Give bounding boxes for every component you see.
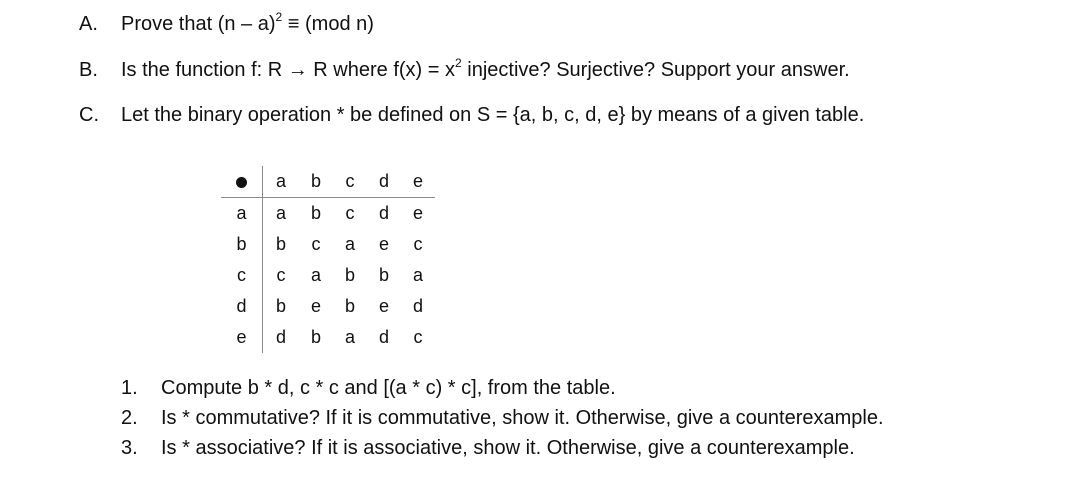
question-label: B.: [79, 59, 98, 81]
column-header: b: [299, 166, 333, 198]
column-header: a: [263, 166, 300, 198]
question-text: Is the function f: R → R where f(x) = x: [121, 59, 456, 81]
subquestion-text: Compute b * d, c * c and [(a * c) * c], from the table.: [161, 377, 616, 399]
superscript: 2: [275, 10, 283, 24]
table-row: [221, 198, 435, 230]
table-cell: c: [276, 265, 286, 285]
question-text-end: injective? Surjective? Support your answer.: [461, 59, 850, 81]
table-cell: d: [378, 327, 389, 347]
row-header: b: [221, 229, 263, 260]
table-header-row: [221, 166, 435, 198]
table-cell: e: [310, 296, 321, 316]
subquestion-2: [121, 407, 884, 430]
question-a: [79, 10, 374, 36]
table-row: [221, 260, 435, 291]
table-cell: b: [378, 265, 389, 285]
question-text-end: ≡ (mod n): [282, 13, 374, 35]
table-cell: b: [344, 265, 355, 285]
row-header: c: [221, 260, 263, 291]
superscript: 2: [455, 56, 462, 70]
table-cell: b: [344, 296, 355, 316]
subquestion-number: 1.: [121, 377, 138, 399]
table-cell: d: [275, 327, 286, 347]
question-text: Let the binary operation * be defined on S = {a, b, c, d, e} by means of a given table.: [121, 104, 865, 126]
table-row: [221, 322, 435, 353]
question-label: A.: [79, 13, 98, 35]
operator-bullet-icon: [236, 177, 247, 188]
table-cell: b: [310, 203, 321, 223]
subquestion-3: [121, 437, 855, 460]
table-cell: e: [412, 203, 423, 223]
question-text: Prove that (n – a): [121, 13, 276, 35]
column-header: c: [333, 166, 367, 198]
subquestion-number: 3.: [121, 437, 138, 459]
table-cell: e: [378, 234, 389, 254]
table-cell: b: [275, 234, 286, 254]
table-cell: b: [310, 327, 321, 347]
table-cell: e: [378, 296, 389, 316]
table-row: [221, 291, 435, 322]
table-cell: b: [275, 296, 286, 316]
table-cell: a: [310, 265, 321, 285]
table-cell: c: [311, 234, 321, 254]
question-label: C.: [79, 104, 99, 126]
subquestion-number: 2.: [121, 407, 138, 429]
table-cell: a: [344, 234, 355, 254]
operator-cell: [221, 166, 263, 198]
table-cell: d: [412, 296, 423, 316]
question-b: [79, 56, 850, 82]
row-header: a: [221, 198, 263, 230]
table-cell: c: [413, 327, 423, 347]
table-cell: c: [413, 234, 423, 254]
question-c: [79, 104, 864, 127]
row-header: d: [221, 291, 263, 322]
column-header: e: [401, 166, 435, 198]
table-cell: c: [345, 203, 355, 223]
subquestion-1: [121, 377, 616, 400]
operation-table: [221, 166, 435, 353]
table-cell: d: [378, 203, 389, 223]
table-cell: a: [412, 265, 423, 285]
column-header: d: [367, 166, 401, 198]
table-cell: a: [275, 203, 286, 223]
subquestion-text: Is * commutative? If it is commutative, show it. Otherwise, give a counterexample.: [161, 407, 884, 429]
subquestion-text: Is * associative? If it is associative, show it. Otherwise, give a counterexample.: [161, 437, 855, 459]
row-header: e: [221, 322, 263, 353]
table-row: [221, 229, 435, 260]
table-cell: a: [344, 327, 355, 347]
